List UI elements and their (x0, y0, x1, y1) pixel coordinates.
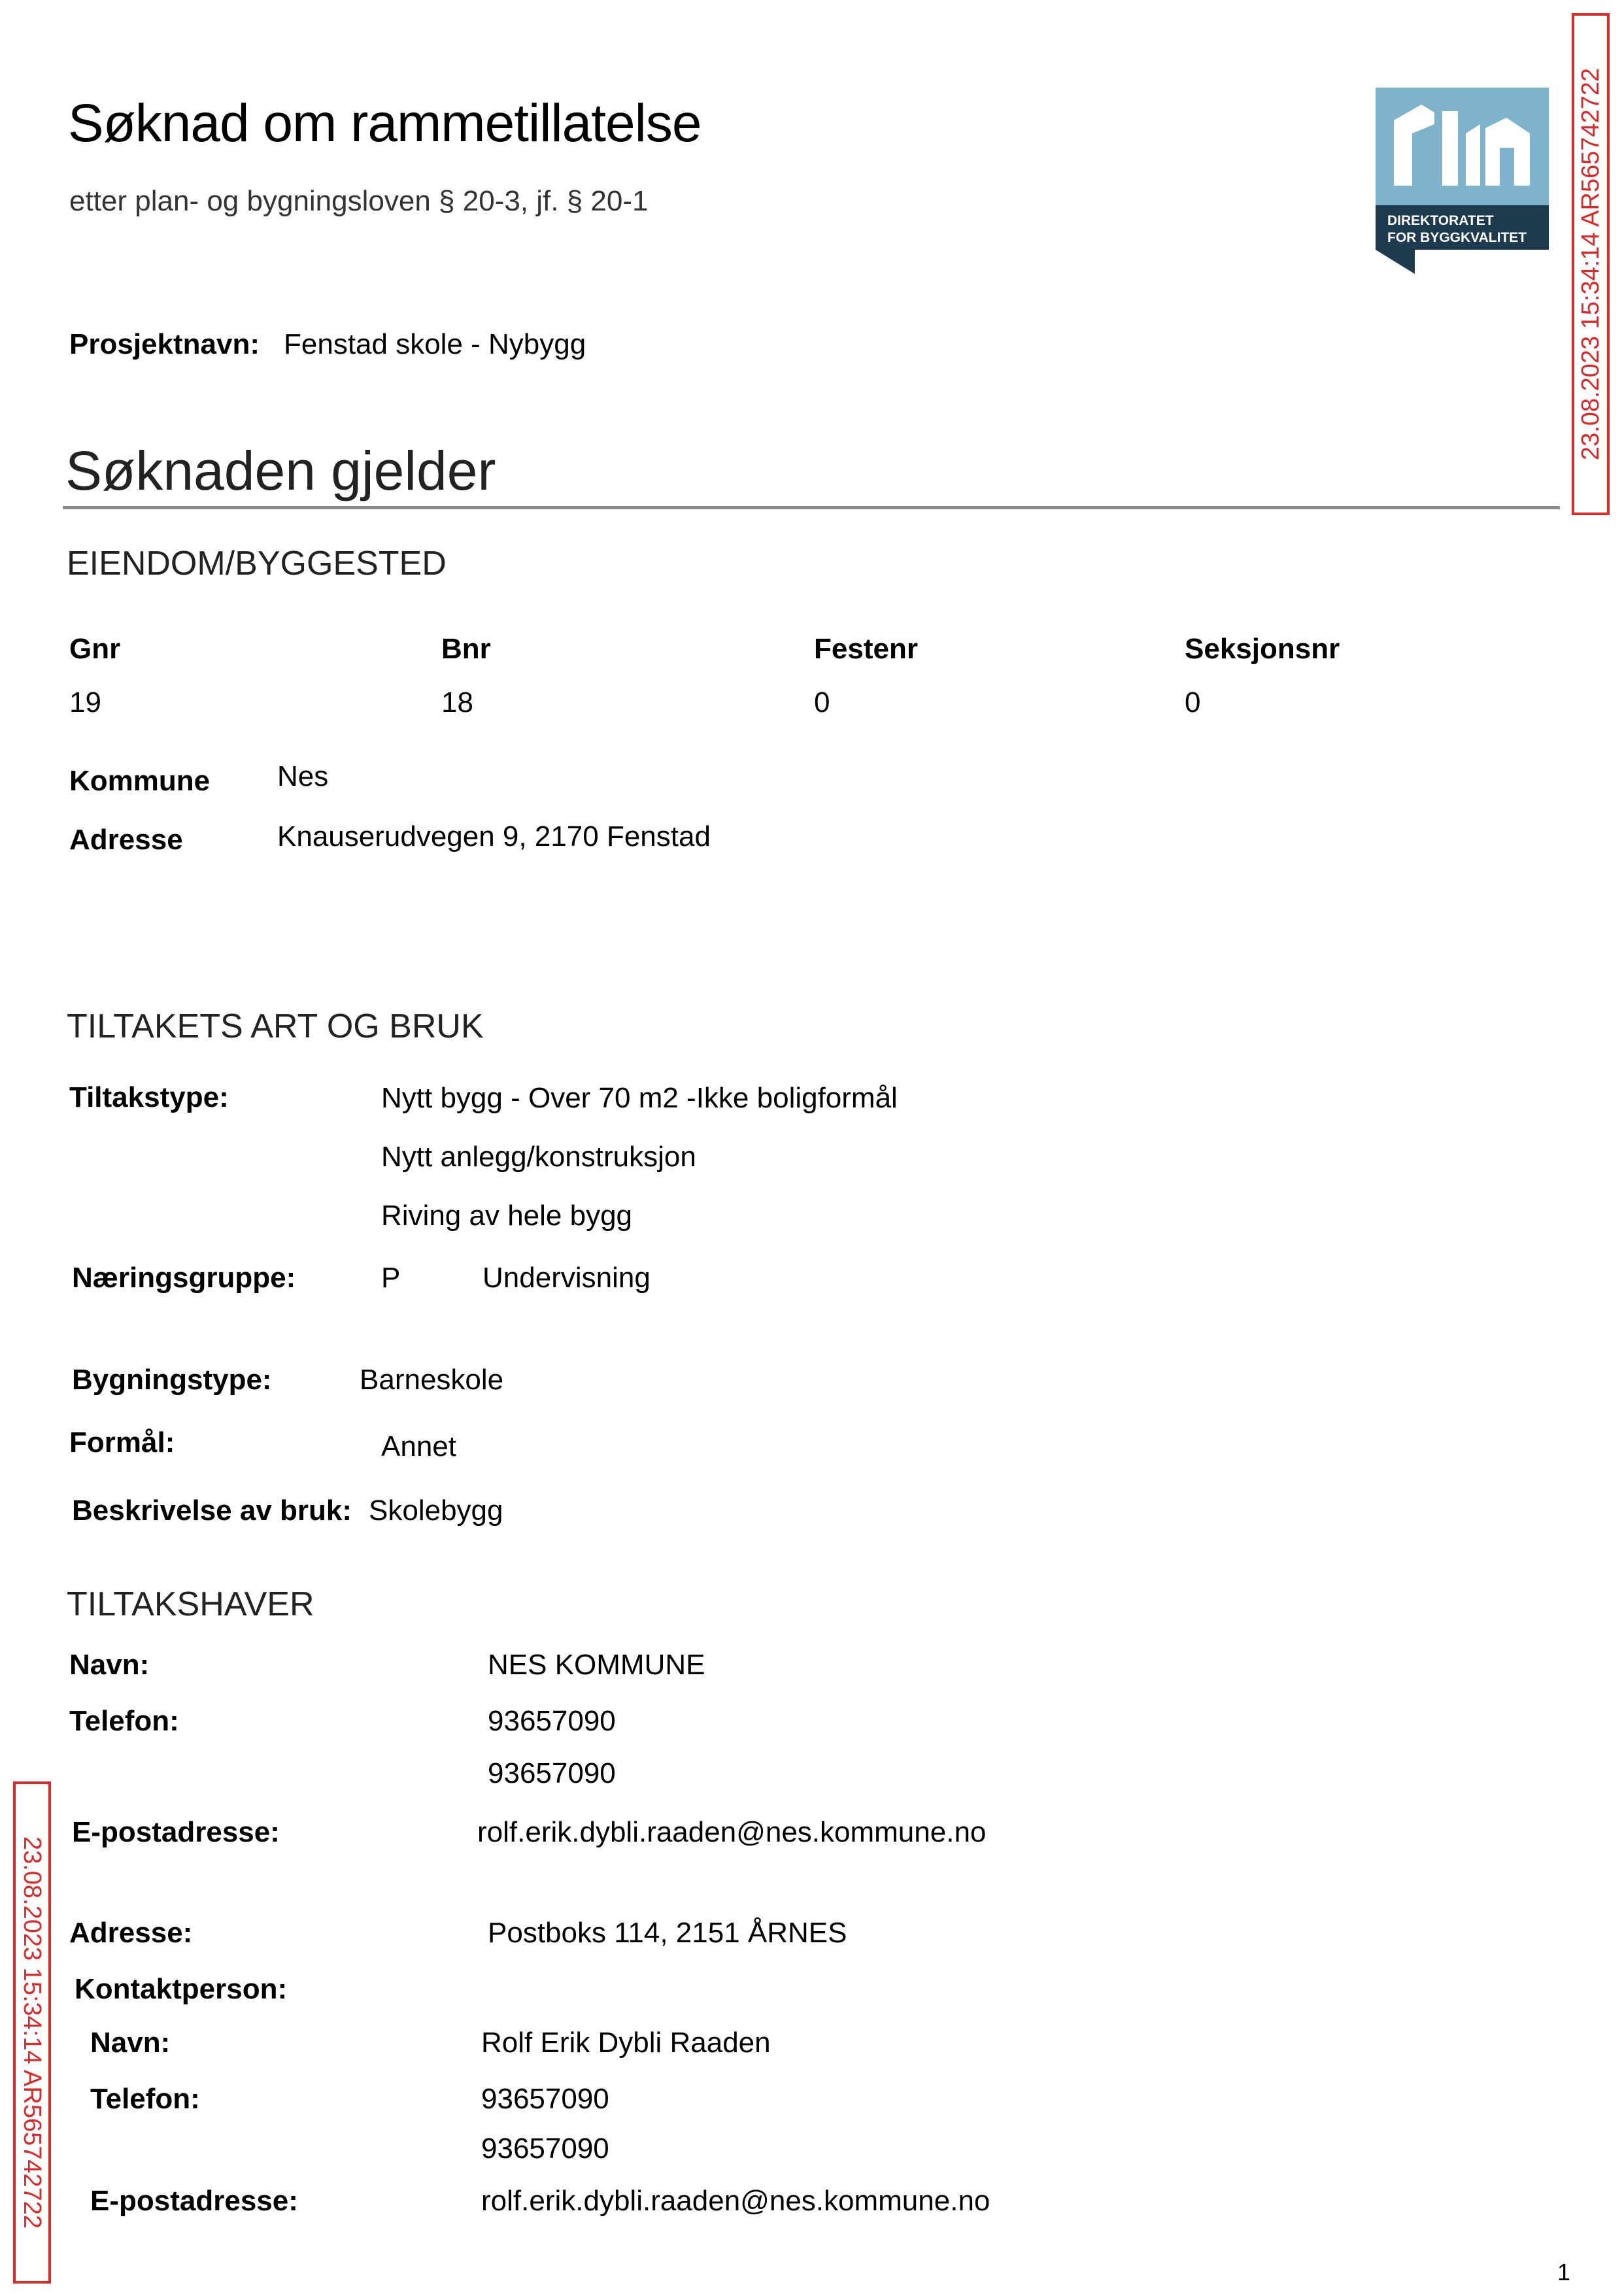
festenr-value: 0 (814, 686, 830, 718)
tiltakstype-item-3: Riving av hele bygg (381, 1200, 633, 1232)
formal-value: Annet (381, 1430, 456, 1462)
tiltakstype-item-1: Nytt bygg - Over 70 m2 -Ikke boligformål (381, 1082, 898, 1114)
page-number: 1 (1557, 2259, 1570, 2286)
bnr-value: 18 (441, 686, 473, 718)
building-logo-icon (1376, 88, 1549, 274)
tiltakshaver-epost-label: E-postadresse: (72, 1816, 280, 1848)
eiendom-heading: EIENDOM/BYGGESTED (67, 545, 447, 582)
kontakt-epost-label: E-postadresse: (90, 2185, 298, 2217)
kontakt-telefon-1: 93657090 (481, 2083, 609, 2115)
kontakt-navn-label: Navn: (90, 2027, 171, 2059)
tiltakshaver-adresse-value: Postboks 114, 2151 ÅRNES (488, 1917, 847, 1949)
tiltakstype-item-2: Nytt anlegg/konstruksjon (381, 1141, 696, 1173)
formal-label: Formål: (69, 1426, 175, 1459)
tiltak-heading: TILTAKETS ART OG BRUK (67, 1007, 484, 1045)
seksjonsnr-label: Seksjonsnr (1185, 633, 1340, 665)
document-subtitle: etter plan- og bygningsloven § 20-3, jf. § 20-1 (69, 185, 649, 217)
adresse-value: Knauserudvegen 9, 2170 Fenstad (277, 820, 711, 852)
kontakt-navn-value: Rolf Erik Dybli Raaden (481, 2027, 771, 2059)
gnr-value: 19 (69, 686, 101, 718)
bnr-label: Bnr (441, 633, 491, 665)
naeringsgruppe-value: Undervisning (482, 1262, 651, 1294)
kontakt-telefon-label: Telefon: (90, 2083, 200, 2115)
document-title: Søknad om rammetillatelse (68, 93, 702, 153)
tiltakstype-label: Tiltakstype: (69, 1081, 229, 1113)
svg-text:FOR BYGGKVALITET: FOR BYGGKVALITET (1387, 230, 1527, 245)
tiltakshaver-navn-label: Navn: (69, 1649, 150, 1681)
bruk-label: Beskrivelse av bruk: (72, 1494, 352, 1527)
section-title: Søknaden gjelder (65, 440, 496, 501)
dibk-logo (1376, 88, 1549, 274)
timestamp-stamp-top: 23.08.2023 15:34:14 AR565742722 (1572, 13, 1610, 515)
bruk-value: Skolebygg (369, 1494, 503, 1527)
naeringsgruppe-label: Næringsgruppe: (72, 1262, 296, 1294)
tiltakshaver-navn-value: NES KOMMUNE (488, 1649, 705, 1681)
bygningstype-value: Barneskole (360, 1364, 504, 1396)
kommune-label: Kommune (69, 765, 211, 797)
section-divider (63, 506, 1560, 509)
gnr-label: Gnr (69, 633, 121, 665)
seksjonsnr-value: 0 (1185, 686, 1201, 718)
tiltakshaver-epost-value: rolf.erik.dybli.raaden@nes.kommune.no (477, 1816, 987, 1848)
kontakt-telefon-2: 93657090 (481, 2133, 609, 2165)
timestamp-stamp-bottom: 23.08.2023 15:34:14 AR565742722 (13, 1781, 51, 2284)
tiltakshaver-telefon-1: 93657090 (488, 1705, 616, 1737)
adresse-label: Adresse (69, 824, 183, 856)
project-name-label: Prosjektnavn: (69, 328, 260, 360)
festenr-label: Festenr (814, 633, 918, 665)
tiltakshaver-telefon-2: 93657090 (488, 1757, 616, 1789)
svg-text:DIREKTORATET: DIREKTORATET (1387, 213, 1494, 228)
tiltakshaver-telefon-label: Telefon: (69, 1705, 179, 1737)
bygningstype-label: Bygningstype: (72, 1364, 272, 1396)
kontaktperson-label: Kontaktperson: (75, 1973, 288, 2005)
kontakt-epost-value: rolf.erik.dybli.raaden@nes.kommune.no (481, 2185, 990, 2217)
tiltakshaver-heading: TILTAKSHAVER (67, 1585, 314, 1623)
project-name-value: Fenstad skole - Nybygg (284, 328, 586, 360)
naeringsgruppe-code: P (381, 1262, 401, 1294)
kommune-value: Nes (277, 760, 329, 792)
tiltakshaver-adresse-label: Adresse: (69, 1917, 193, 1949)
